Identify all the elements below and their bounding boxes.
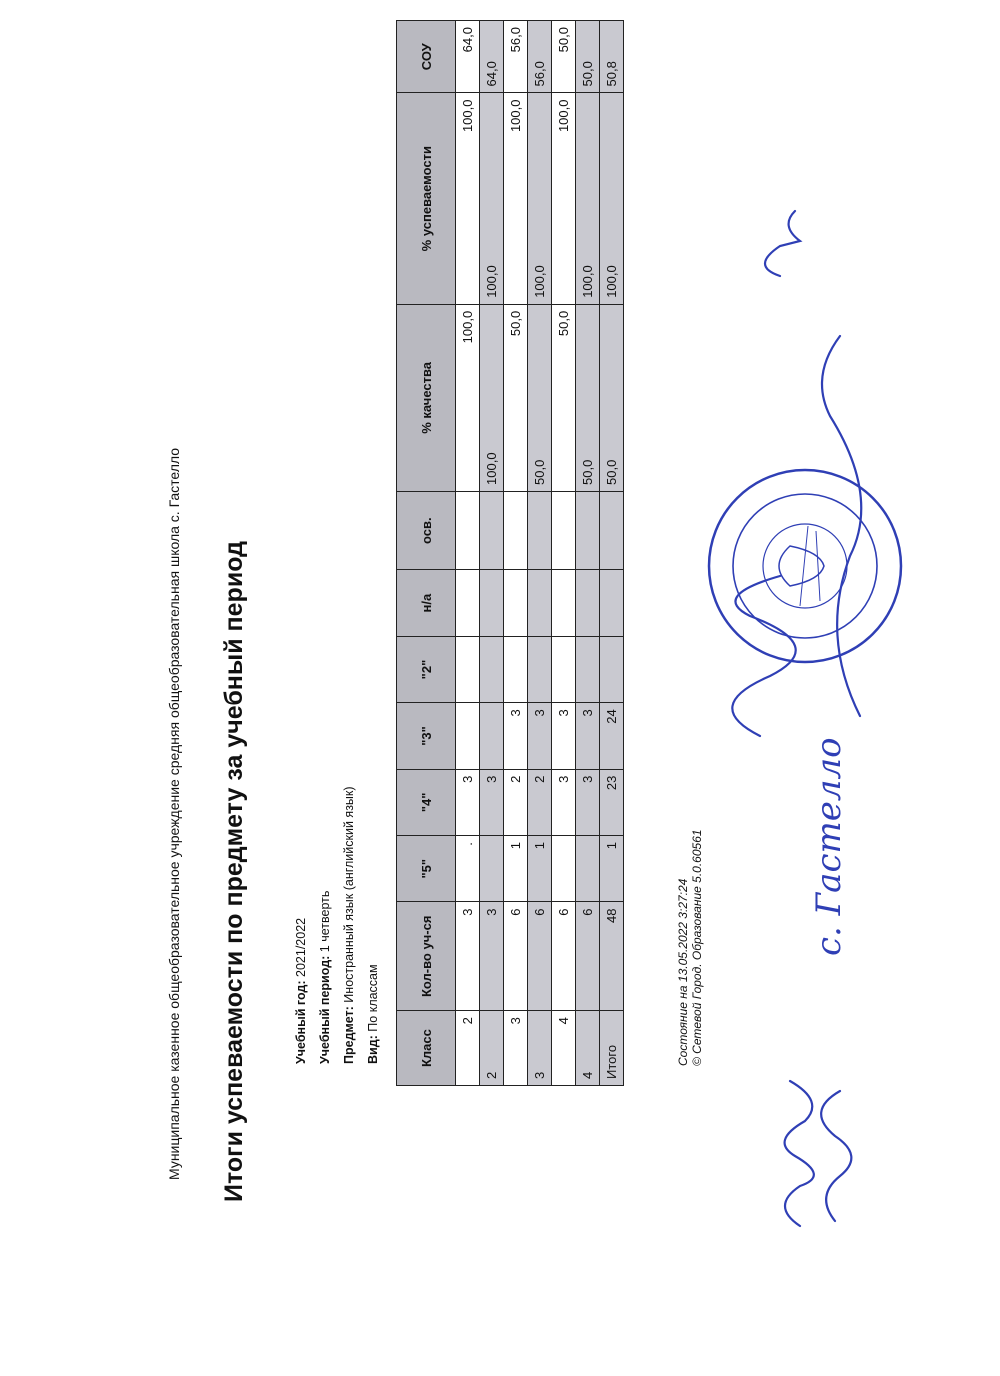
table-cell-quality: 50,0 xyxy=(552,304,576,491)
table-cell-sou: 56,0 xyxy=(504,21,528,94)
table-cell-g5: 1 xyxy=(600,836,624,902)
table-cell-g4: 2 xyxy=(504,769,528,835)
col-header: осв. xyxy=(397,491,456,569)
col-header: "2" xyxy=(397,636,456,702)
table-cell-count: 6 xyxy=(504,902,528,1011)
col-header: СОУ xyxy=(397,21,456,94)
copyright-line: © Сетевой Город. Образование 5.0.60561 xyxy=(690,829,704,1066)
table-cell-count: 48 xyxy=(600,902,624,1011)
table-cell-success: 100,0 xyxy=(552,93,576,304)
table-cell-quality: 100,0 xyxy=(480,304,504,491)
table-cell-success: 100,0 xyxy=(528,93,552,304)
table-cell-success: 100,0 xyxy=(456,93,480,304)
table-cell-cls: 4 xyxy=(576,1011,600,1086)
col-header: "3" xyxy=(397,703,456,769)
table-cell-count: 6 xyxy=(552,902,576,1011)
table-cell-sou: 64,0 xyxy=(456,21,480,94)
table-cell-success: 100,0 xyxy=(504,93,528,304)
table-cell-g4: 3 xyxy=(576,769,600,835)
col-header: Кол-во уч-ся xyxy=(397,902,456,1011)
table-cell-count: 3 xyxy=(480,902,504,1011)
meta-view-label: Вид: xyxy=(366,1035,380,1064)
table-cell-g4: 3 xyxy=(456,769,480,835)
meta-period-value: 1 четверть xyxy=(318,890,332,953)
table-cell-g5: 1 xyxy=(528,836,552,902)
table-cell-g4: 3 xyxy=(480,769,504,835)
table-cell-quality: 50,0 xyxy=(504,304,528,491)
table-cell-success: 100,0 xyxy=(480,93,504,304)
table-cell-g5: 1 xyxy=(504,836,528,902)
col-header: "4" xyxy=(397,769,456,835)
table-cell-quality: 50,0 xyxy=(600,304,624,491)
table-cell-cls: Итого xyxy=(600,1011,624,1086)
table-cell-g4: 3 xyxy=(552,769,576,835)
table-cell-sou: 56,0 xyxy=(528,21,552,94)
table-cell-count: 3 xyxy=(456,902,480,1011)
school-stamp xyxy=(709,470,901,662)
table-cell-cls: 3 xyxy=(528,1011,552,1086)
table-cell-g5: . xyxy=(456,836,480,902)
meta-year-label: Учебный год: xyxy=(294,980,308,1064)
table-cell-g3: 3 xyxy=(576,703,600,769)
table-cell-cls: 2 xyxy=(480,1011,504,1086)
meta-view-value: По классам xyxy=(366,964,380,1032)
col-header: % успеваемости xyxy=(397,93,456,304)
table-cell-g3: 24 xyxy=(600,703,624,769)
col-header: н/а xyxy=(397,570,456,636)
col-header: % качества xyxy=(397,304,456,491)
table-cell-success: 100,0 xyxy=(576,93,600,304)
table-cell-cls: 2 xyxy=(456,1011,480,1086)
table-cell-quality: 50,0 xyxy=(576,304,600,491)
table-cell-sou: 64,0 xyxy=(480,21,504,94)
state-timestamp: Состояние на 13.05.2022 3:27:24 xyxy=(676,878,690,1066)
table-cell-sou: 50,0 xyxy=(576,21,600,94)
table-cell-quality: 100,0 xyxy=(456,304,480,491)
meta-subject-value: Иностранный язык (английский язык) xyxy=(342,786,356,1003)
table-cell-g3: 3 xyxy=(552,703,576,769)
organization-name: Муниципальное казенное общеобразовательное учреждение средняя общеобразовательная школа с. Гастелло xyxy=(166,447,182,1180)
table-cell-g4: 2 xyxy=(528,769,552,835)
table-cell-cls: 4 xyxy=(552,1011,576,1086)
table-cell-count: 6 xyxy=(576,902,600,1011)
col-header: Класс xyxy=(397,1011,456,1086)
meta-year-value: 2021/2022 xyxy=(294,917,308,977)
handwritten-signature xyxy=(732,211,861,1226)
col-header: "5" xyxy=(397,836,456,902)
meta-subject-label: Предмет: xyxy=(342,1006,356,1064)
table-cell-g3: 3 xyxy=(504,703,528,769)
report-title: Итоги успеваемости по предмету за учебный период xyxy=(220,541,248,1202)
signature-text: с. Гастелло xyxy=(809,737,849,956)
table-cell-success: 100,0 xyxy=(600,93,624,304)
table-cell-g3: 3 xyxy=(528,703,552,769)
table-cell-sou: 50,0 xyxy=(552,21,576,94)
table-cell-count: 6 xyxy=(528,902,552,1011)
table-cell-sou: 50,8 xyxy=(600,21,624,94)
table-cell-g4: 23 xyxy=(600,769,624,835)
meta-period-label: Учебный период: xyxy=(318,955,332,1064)
table-cell-quality: 50,0 xyxy=(528,304,552,491)
table-cell-cls: 3 xyxy=(504,1011,528,1086)
